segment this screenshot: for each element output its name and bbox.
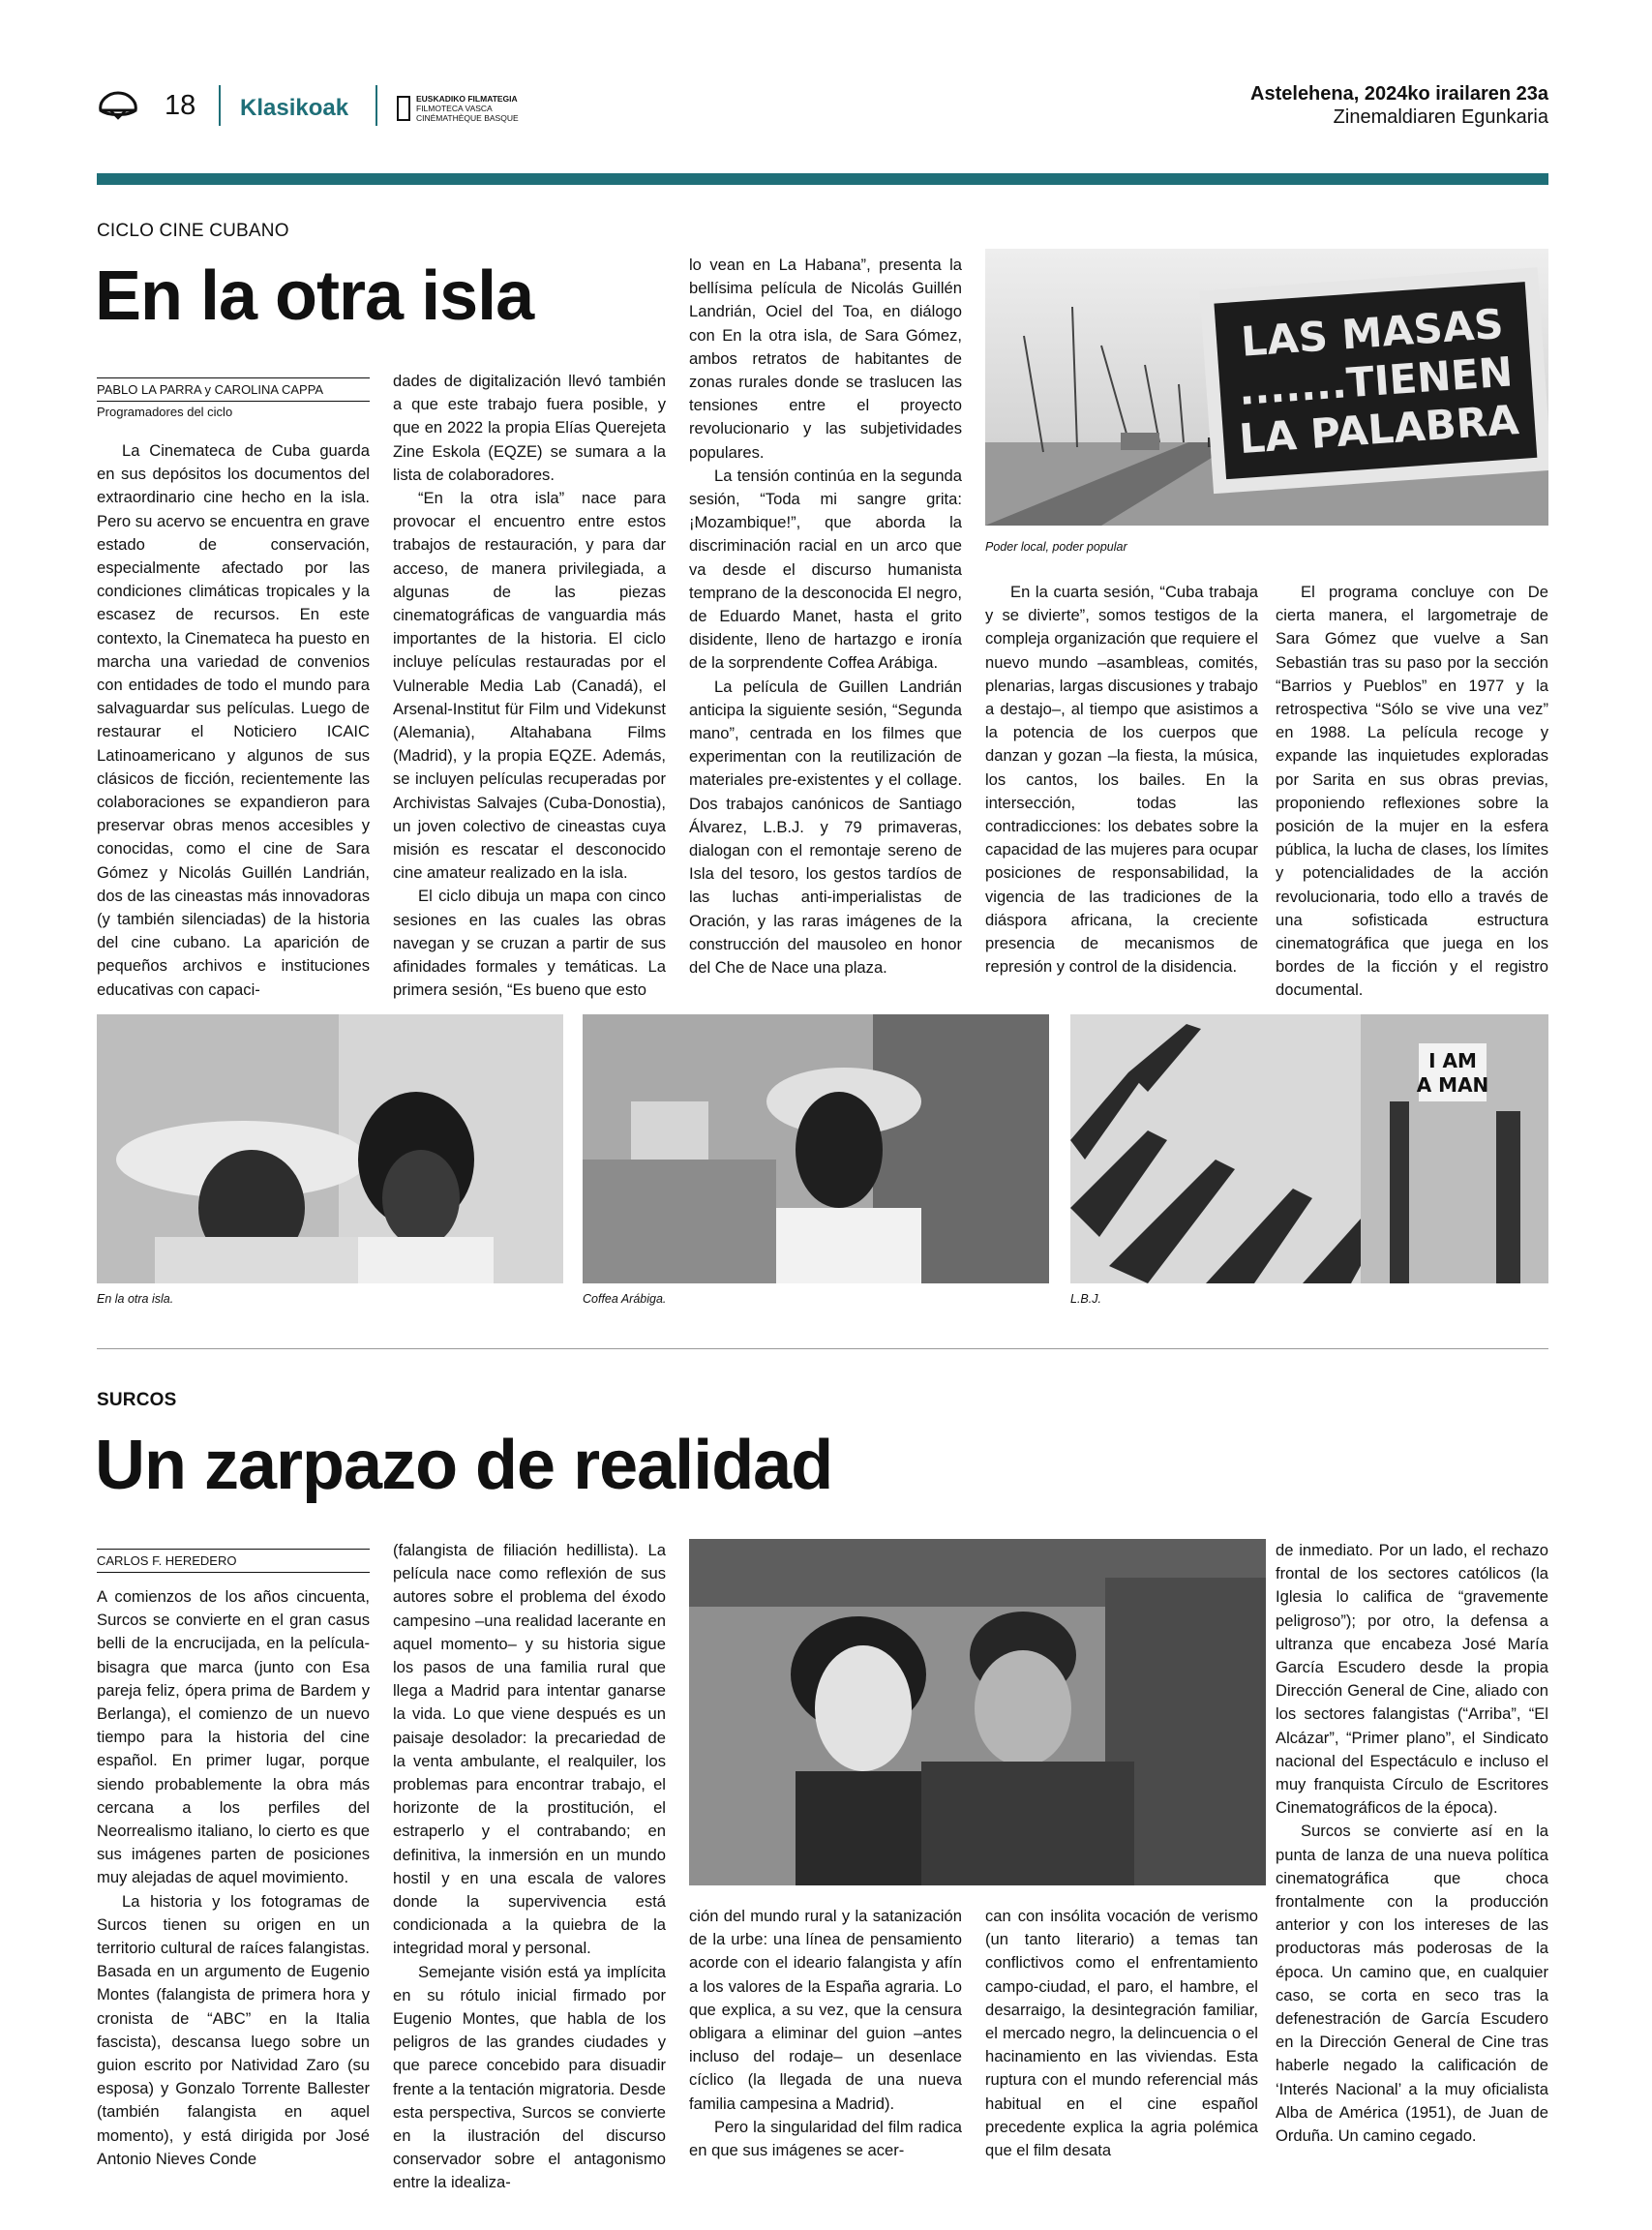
article2-title: Un zarpazo de realidad xyxy=(95,1427,833,1504)
filmoteca-logo-text: EUSKADIKO FILMATEGIA FILMOTECA VASCA CINÉMATHÈQUE BASQUE xyxy=(416,94,519,123)
article2-column-2: (falangista de filiación hedillista). La película nace como reflexión de sus autores sobre el problema del éxodo campesino –una realidad lacerante en aquel momento– y su historia sigue los pasos de una familia rural que llega a Madrid para intentar ganarse la vida. Lo que viene después es un paisaje desolador: la precariedad de la venta ambulante, el realquiler, los problemas para encontrar trabajo, el horizonte de la prostitución, el estraperlo y el contrabando; en definitiva, la inmersión en un mundo hostil y en una escala de valores donde la supervivencia está condicionada a la quiebra de la integridad moral y personal. Semejante visión está ya implícita en su rótulo inicial firmado por Eugenio Montes, que habla de los peligros de las grandes ciudades y que parece concebido para disuadir frente a la tentación migratoria. Desde esta perspectiva, Surcos se convierte en la ilustración del discurso conservador sobre el antagonismo entre la idealiza- xyxy=(393,1541,666,2192)
article1-kicker: CICLO CINE CUBANO xyxy=(97,221,289,241)
article1-byline xyxy=(97,377,370,421)
photo-caption-2: Coffea Arábiga. xyxy=(583,1292,667,1306)
article2-byline xyxy=(97,1549,370,1573)
article1-column-4: En la cuarta sesión, “Cuba trabaja y se divierte”, somos testigos de la compleja organización que requiere el nuevo mundo –asambleas, comités, plenarias, largas discusiones y trabajo a destajo–, al tiempo que asistimos a la potencia de los cuerpos que danzan y gozan –la fiesta, la música, los cantos, los bailes. En la intersección, todas las contradicciones: los debates sobre la capacidad de las mujeres para ocupar posiciones de responsabilidad, la vigencia de las tradiciones de la diáspora africana, la creciente presencia de mecanismos de represión y control de la disidencia. xyxy=(985,583,1258,977)
article2-kicker: SURCOS xyxy=(97,1390,177,1410)
dateline xyxy=(1250,82,1548,129)
billboard-line-1: LAS MASAS xyxy=(1239,299,1506,366)
article1-column-1: La Cinemateca de Cuba guarda en sus depósitos los documentos del extraordinario cine hecho en la isla. Pero su acervo se encuentra en grave estado de conservación, especialmente afectado por las condiciones climáticas tropicales y la escasez de recursos. En este contexto, la Cinemateca ha puesto en marcha una variedad de convenios con entidades de todo el mundo para salvaguardar sus películas. Luego de restaurar el Noticiero ICAIC Latinoamericano y algunos de sus clásicos de ficción, recientemente las colaboraciones se expandieron para preservar obras menos accesibles y conocidas, como el cine de Sara Gómez y Nicolás Guillén Landrián, dos de las cineastas más innovadoras (y también silenciadas) de la historia del cine cubano. La aparición de pequeños archivos e instituciones educativas con capaci- xyxy=(97,441,370,999)
filmoteca-logo-icon xyxy=(397,96,410,121)
author-role: Programadores del ciclo xyxy=(97,401,370,421)
article2-column-4: can con insólita vocación de verismo (un tanto literario) a temas tan conflictivos como el enfrentamiento campo-ciudad, el paro, el hambre, el desarraigo, la desintegración familiar, el mercado negro, la delincuencia o el hacinamiento en las viviendas. Esta ruptura con el mundo referencial más habitual en el cine español precedente explica la agria polémica que el film desata xyxy=(985,1907,1258,2160)
article1-column-2: dades de digitalización llevó también a que este trabajo fuera posible, y que en 2022 la propia Elías Querejeta Zine Eskola (EQZE) se sumara a la lista de colaboradores. “En la otra isla” nace para provocar el encuentro entre estos trabajos de restauración, y para dar acceso, de manera privilegiada, a algunas de las piezas cinematográficas de vanguardia más importantes de la historia. El ciclo incluye películas restauradas por el Vulnerable Media Lab (Canadá), el Arsenal-Institut für Film und Videkunst (Alemania), Altahabana Films (Madrid), y la propia EQZE. Además, se incluyen películas recuperadas por Archivistas Salvajes (Cuba-Donostia), un joven colectivo de cineastas cuya misión es rescatar el desconocido cine amateur realizado en la isla. El ciclo dibuja un mapa con cinco sesiones en las cuales las obras navegan y se cruzan a partir de sus afinidades formales y temáticas. La primera sesión, “Es bueno que esto xyxy=(393,372,666,1000)
billboard-caption: Poder local, poder popular xyxy=(985,540,1127,554)
header-divider xyxy=(219,85,221,126)
publication-logo-icon xyxy=(97,89,139,120)
billboard-line-3: LA PALABRA xyxy=(1237,396,1520,464)
article2-column-3: ción del mundo rural y la satanización de la urbe: una línea de pensamiento acorde con el ideario falangista y afín a los valores de la España agraria. Lo que explica, a su vez, que la censura obligara a eliminar del guion –antes incluso del rodaje– un desenlace cíclico (la llegada de una nueva familia campesina a Madrid). Pero la singularidad del film radica en que sus imágenes se acer- xyxy=(689,1907,962,2160)
billboard-illustration xyxy=(985,249,1548,526)
section-divider xyxy=(97,1348,1548,1349)
article1-column-3: lo vean en La Habana”, presenta la bellísima película de Nicolás Guillén Landrián, Ociel del Toa, en diálogo con En la otra isla, de Sara Gómez, ambos retratos de habitantes de zonas rurales donde se traslucen las tensiones entre el proyecto revolucionario y las subjetividades populares. La tensión continúa en la segunda sesión, “Toda mi sangre grita: ¡Mozambique!”, que aborda la discriminación racial en un arco que va desde el discurso humanista temprano de la desconocida El negro, de Eduardo Manet, hasta el grito disidente, lleno de hartazgo e ironía de la sorprendente Coffea Arábiga. La película de Guillen Landrián anticipa la siguiente sesión, “Segunda mano”, centrada en los filmes que experimentan con la reutilización de materiales pre-existentes y el collage. Dos trabajos canónicos de Santiago Álvarez, L.B.J. y 79 primaveras, dialogan con el remontaje sereno de Isla del tesoro, los gestos tardíos de las luchas anti-imperialistas de Oración, y las raras imágenes de la construcción del mausoleo en honor del Che de Nace una plaza. xyxy=(689,256,962,978)
photo-coffea-arabiga xyxy=(583,1014,1049,1283)
issue-date: Astelehena, 2024ko irailaren 23a xyxy=(1250,83,1548,105)
photo-en-la-otra-isla xyxy=(97,1014,563,1283)
photo-lbj xyxy=(1070,1014,1548,1283)
photo-caption-1: En la otra isla. xyxy=(97,1292,174,1306)
publication-name: Zinemaldiaren Egunkaria xyxy=(1333,106,1548,128)
article2-column-5: de inmediato. Por un lado, el rechazo frontal de los sectores católicos (la Iglesia lo califica de “gravemente peligroso”); por otro, la defensa a ultranza que encabeza José María García Escudero desde la propia Dirección General de Cine, aliado con los sectores falangistas (“Arriba”, “El Alcázar”, “Primer plano”, el Sindicato nacional del Espectáculo e incluso el muy franquista Círculo de Escritores Cinematográficos de la época). Surcos se convierte así en la punta de lanza de una nueva política cinematográfica que choca frontalmente con la producción anterior y con los intereses de las productoras más poderosas de la época. Un camino que, en cualquier caso, se corta en seco tras la defenestración de García Escudero en la Dirección General de Cine tras haberle negado la calificación de ‘Interés Nacional’ a la muy oficialista Alba de América (1951), de Juan de Orduña. Un camino cegado. xyxy=(1276,1541,1548,2146)
article2-column-1: A comienzos de los años cincuenta, Surcos se convierte en el gran casus belli de la encrucijada, en la película-bisagra que marca (junto con Esa pareja feliz, ópera prima de Bardem y Berlanga), el comienzo de un nuevo tiempo para la historia del cine español. En primer lugar, porque siendo probablemente la obra más cercana a los perfiles del Neorrealismo italiano, lo cierto es que sus imágenes parten de posiciones muy alejadas de aquel movimiento. La historia y los fotogramas de Surcos tienen su origen en un territorio cultural de raíces falangistas. Basada en un argumento de Eugenio Montes (falangista de primera hora y cronista de “ABC” en la Italia fascista), descansa luego sobre un guion escrito por Natividad Zaro (su esposa) y Gonzalo Torrente Ballester (también falangista en aquel momento), y está dirigida por José Antonio Nieves Conde xyxy=(97,1587,370,2168)
protest-sign-line-1: I AM xyxy=(1428,1049,1477,1072)
article1-title: En la otra isla xyxy=(95,257,534,335)
billboard-photo xyxy=(985,249,1548,526)
billboard-line-2: .......TIENEN xyxy=(1237,347,1515,415)
photo-surcos xyxy=(689,1539,1266,1885)
section-name: Klasikoak xyxy=(240,95,349,121)
article1-column-5: El programa concluye con De cierta manera, el largometraje de Sara Gómez que vuelve a San Sebastián tras su paso por la sección “Barrios y Pueblos” en 1977 y la retrospectiva “Sólo se vive una vez” en 1988. La película recoge y expande las inquietudes exploradas por Sarita en sus obras previas, proponiendo reflexiones sobre la posición de la mujer en la esfera pública, la lucha de clases, los límites y potencialidades de la acción revolucionaria, todo ello a través de una sofisticada estructura cinematográfica que juega en los bordes de la ficción y el registro documental. xyxy=(1276,583,1548,1000)
protest-sign-line-2: A MAN xyxy=(1416,1073,1489,1097)
header-bar xyxy=(97,173,1548,185)
author-name: CARLOS F. HEREDERO xyxy=(97,1553,237,1568)
author-names: PABLO LA PARRA y CAROLINA CAPPA xyxy=(97,382,324,397)
photo-caption-3: L.B.J. xyxy=(1070,1292,1101,1306)
header-divider xyxy=(375,85,377,126)
page-number: 18 xyxy=(165,90,196,121)
